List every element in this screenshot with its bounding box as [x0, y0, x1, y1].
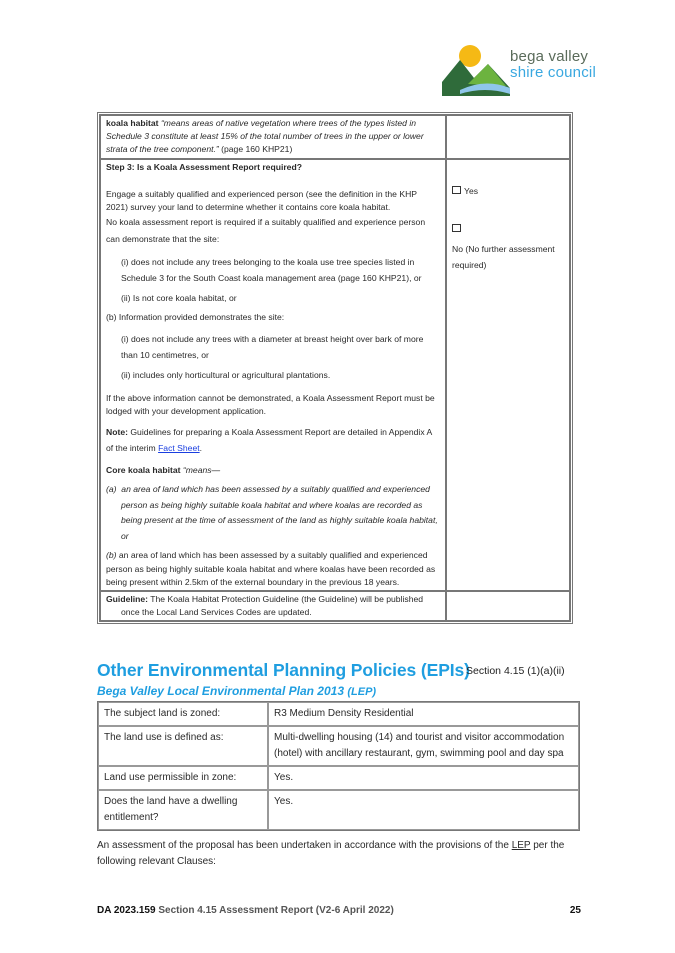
da-number: DA 2023.159 [97, 905, 156, 916]
criterion-b: (b) Information provided demonstrates the site: [106, 312, 285, 323]
koala-assessment-table [97, 112, 573, 624]
table-row [98, 726, 579, 766]
lep-value-cell: Yes. [268, 790, 579, 830]
council-logo [440, 38, 655, 100]
empty-cell [446, 591, 570, 621]
term-koala-habitat: koala habitat [106, 118, 159, 128]
option-no[interactable] [452, 222, 564, 273]
table-row [98, 766, 579, 790]
option-yes[interactable] [452, 185, 564, 198]
lep-value-cell: Yes. [268, 766, 579, 790]
core-means: “means— [180, 465, 221, 476]
logo-text-shire-council: shire council [510, 64, 596, 81]
core-b-label: (b) [106, 550, 117, 561]
page-footer [97, 905, 581, 916]
checkbox-no[interactable] [452, 224, 461, 232]
table-row [100, 159, 570, 591]
table-row [100, 591, 570, 621]
assessment-text-after: per the following relevant Clauses: [97, 840, 565, 867]
lep-abbr: (LEP) [347, 686, 377, 698]
report-title: Section 4.15 Assessment Report (V2-6 April 2022) [155, 905, 394, 916]
core-b-text: an area of land which has been assessed by a suitably qualified and experienced person as being highly suitable koala habitat and where koalas have been recorded as being present within 2.5km of the external boundary in the previous 18 years. [106, 550, 436, 587]
lep-value-cell: Multi-dwelling housing (14) and tourist and visitor accommodation (hotel) with ancillary restaurant, gym, swimming pool and day spa [268, 726, 579, 766]
lep-table [97, 701, 580, 831]
no-report-text: No koala assessment report is required if a suitably qualified and experience person can demonstrate that the site: [106, 217, 426, 245]
lep-label-cell: Land use permissible in zone: [98, 766, 268, 790]
core-a-label: (a) [106, 484, 117, 495]
step3-cell [100, 159, 446, 591]
lep-label-cell: The subject land is zoned: [98, 702, 268, 726]
assessment-text-before: An assessment of the proposal has been undertaken in accordance with the provisions of the [97, 840, 512, 851]
cannot-demonstrate-text: If the above information cannot be demonstrated, a Koala Assessment Report must be lodged with your development application. [106, 392, 435, 417]
step3-options-cell [446, 159, 570, 591]
koala-habitat-definition: “means areas of native vegetation where trees of the types listed in Schedule 3 constitute at least 15% of the total number of trees in the upper or lower strata of the tree component.” [106, 118, 424, 155]
koala-habitat-reference: (page 160 KHP21) [221, 144, 293, 155]
guideline-label: Guideline: [106, 594, 149, 605]
core-koala-habitat-term: Core koala habitat [106, 465, 181, 476]
empty-cell [446, 115, 570, 159]
core-koala-habitat-heading [106, 464, 440, 477]
section-heading: Other Environmental Planning Policies (EPIs) [97, 660, 470, 680]
option-yes-label: Yes [464, 185, 479, 196]
lep-subheading-text: Bega Valley Local Environmental Plan 2013 [97, 684, 344, 698]
page-number: 25 [569, 905, 581, 916]
core-definition-a [106, 482, 440, 544]
criterion-a-i: (i) does not include any trees belonging to the koala use tree species listed in Schedule 3 for the South Coast koala management area (page 160 KHP21), or [121, 257, 422, 284]
lep-subheading [97, 684, 376, 698]
guideline-cell [100, 591, 446, 621]
criterion-a-ii: (ii) Is not core koala habitat, or [121, 293, 237, 304]
criterion-b-ii: (ii) includes only horticultural or agricultural plantations. [121, 369, 331, 380]
note-end: . [199, 443, 203, 454]
table-row [98, 790, 579, 830]
option-no-label: No (No further assessment required) [452, 244, 555, 271]
note-body: Guidelines for preparing a Koala Assessment Report are detailed in Appendix A of the interim [106, 427, 432, 454]
note-label: Note: [106, 427, 128, 438]
checkbox-yes[interactable] [452, 186, 461, 194]
table-row [100, 115, 570, 159]
table-row [98, 702, 579, 726]
lep-label-cell: Does the land have a dwelling entitlement? [98, 790, 268, 830]
fact-sheet-link[interactable]: Fact Sheet [158, 443, 200, 454]
koala-habitat-definition-cell [100, 115, 446, 159]
logo-text-bega-valley: bega valley [510, 48, 589, 65]
lep-link[interactable]: LEP [511, 840, 531, 851]
section-reference: Section 4.15 (1)(a)(ii) [466, 665, 565, 677]
engage-text: Engage a suitably qualified and experienced person (see the definition in the KHP 2021) survey your land to determine whether it contains core koala habitat. [106, 188, 417, 213]
core-definition-b [106, 549, 440, 589]
lep-label-cell: The land use is defined as: [98, 726, 268, 766]
lep-value-cell: R3 Medium Density Residential [268, 702, 579, 726]
note-text [106, 424, 440, 456]
logo-mountains-icon [440, 38, 510, 100]
criterion-b-i: (i) does not include any trees with a diameter at breast height over bark of more than 10 centimetres, or [121, 333, 424, 360]
core-a-text: an area of land which has been assessed by a suitably qualified and experienced person as being highly suitable koala habitat and where koalas are recorded as being present at the time of assessment of the land as highly suitable koala habitat, or [121, 484, 438, 541]
step3-title: Step 3: Is a Koala Assessment Report required? [106, 161, 302, 172]
assessment-paragraph [97, 838, 582, 870]
guideline-text: The Koala Habitat Protection Guideline (the Guideline) will be published once the Local Land Services Codes are updated. [121, 594, 424, 618]
